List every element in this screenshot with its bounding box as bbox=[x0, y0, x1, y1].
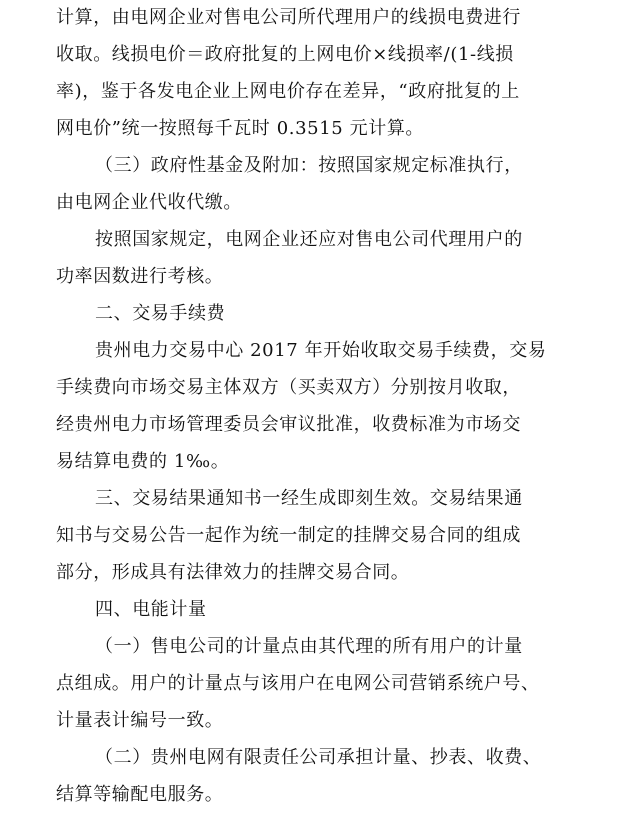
paragraph-line: 易结算电费的 1‰。 bbox=[56, 451, 230, 472]
paragraph-line: 知书与交易公告一起作为统一制定的挂牌交易合同的组成 bbox=[56, 525, 521, 546]
paragraph-line: 率)，鉴于各发电企业上网电价存在差异，“政府批复的上 bbox=[56, 81, 520, 102]
paragraph-line: 三、交易结果通知书一经生成即刻生效。交易结果通 bbox=[95, 488, 523, 509]
paragraph-line: 结算等输配电服务。 bbox=[56, 784, 224, 805]
paragraph-line: 功率因数进行考核。 bbox=[56, 266, 224, 287]
paragraph-line: 按照国家规定，电网企业还应对售电公司代理用户的 bbox=[95, 229, 523, 250]
paragraph-line: 经贵州电力市场管理委员会审议批准，收费标准为市场交 bbox=[56, 414, 521, 435]
paragraph-line: 收取。线损电价＝政府批复的上网电价×线损率/(1-线损 bbox=[56, 44, 514, 65]
paragraph-line: 由电网企业代收代缴。 bbox=[56, 192, 242, 213]
paragraph-line: 计量表计编号一致。 bbox=[56, 710, 224, 731]
paragraph-line: （二）贵州电网有限责任公司承担计量、抄表、收费、 bbox=[95, 747, 542, 768]
paragraph-line: 网电价”统一按照每千瓦时 0.3515 元计算。 bbox=[56, 118, 425, 139]
section-heading: 二、交易手续费 bbox=[95, 303, 226, 324]
paragraph-line: 贵州电力交易中心 2017 年开始收取交易手续费，交易 bbox=[95, 340, 547, 361]
paragraph-line: （三）政府性基金及附加：按照国家规定标准执行， bbox=[95, 155, 523, 176]
paragraph-line: （一）售电公司的计量点由其代理的所有用户的计量 bbox=[95, 636, 523, 657]
paragraph-line: 部分，形成具有法律效力的挂牌交易合同。 bbox=[56, 562, 410, 583]
paragraph-line: 点组成。用户的计量点与该用户在电网公司营销系统户号、 bbox=[56, 673, 540, 694]
paragraph-line: 手续费向市场交易主体双方（买卖双方）分别按月收取， bbox=[56, 377, 521, 398]
section-heading: 四、电能计量 bbox=[95, 599, 207, 620]
paragraph-line: 计算，由电网企业对售电公司所代理用户的线损电费进行 bbox=[56, 7, 521, 28]
